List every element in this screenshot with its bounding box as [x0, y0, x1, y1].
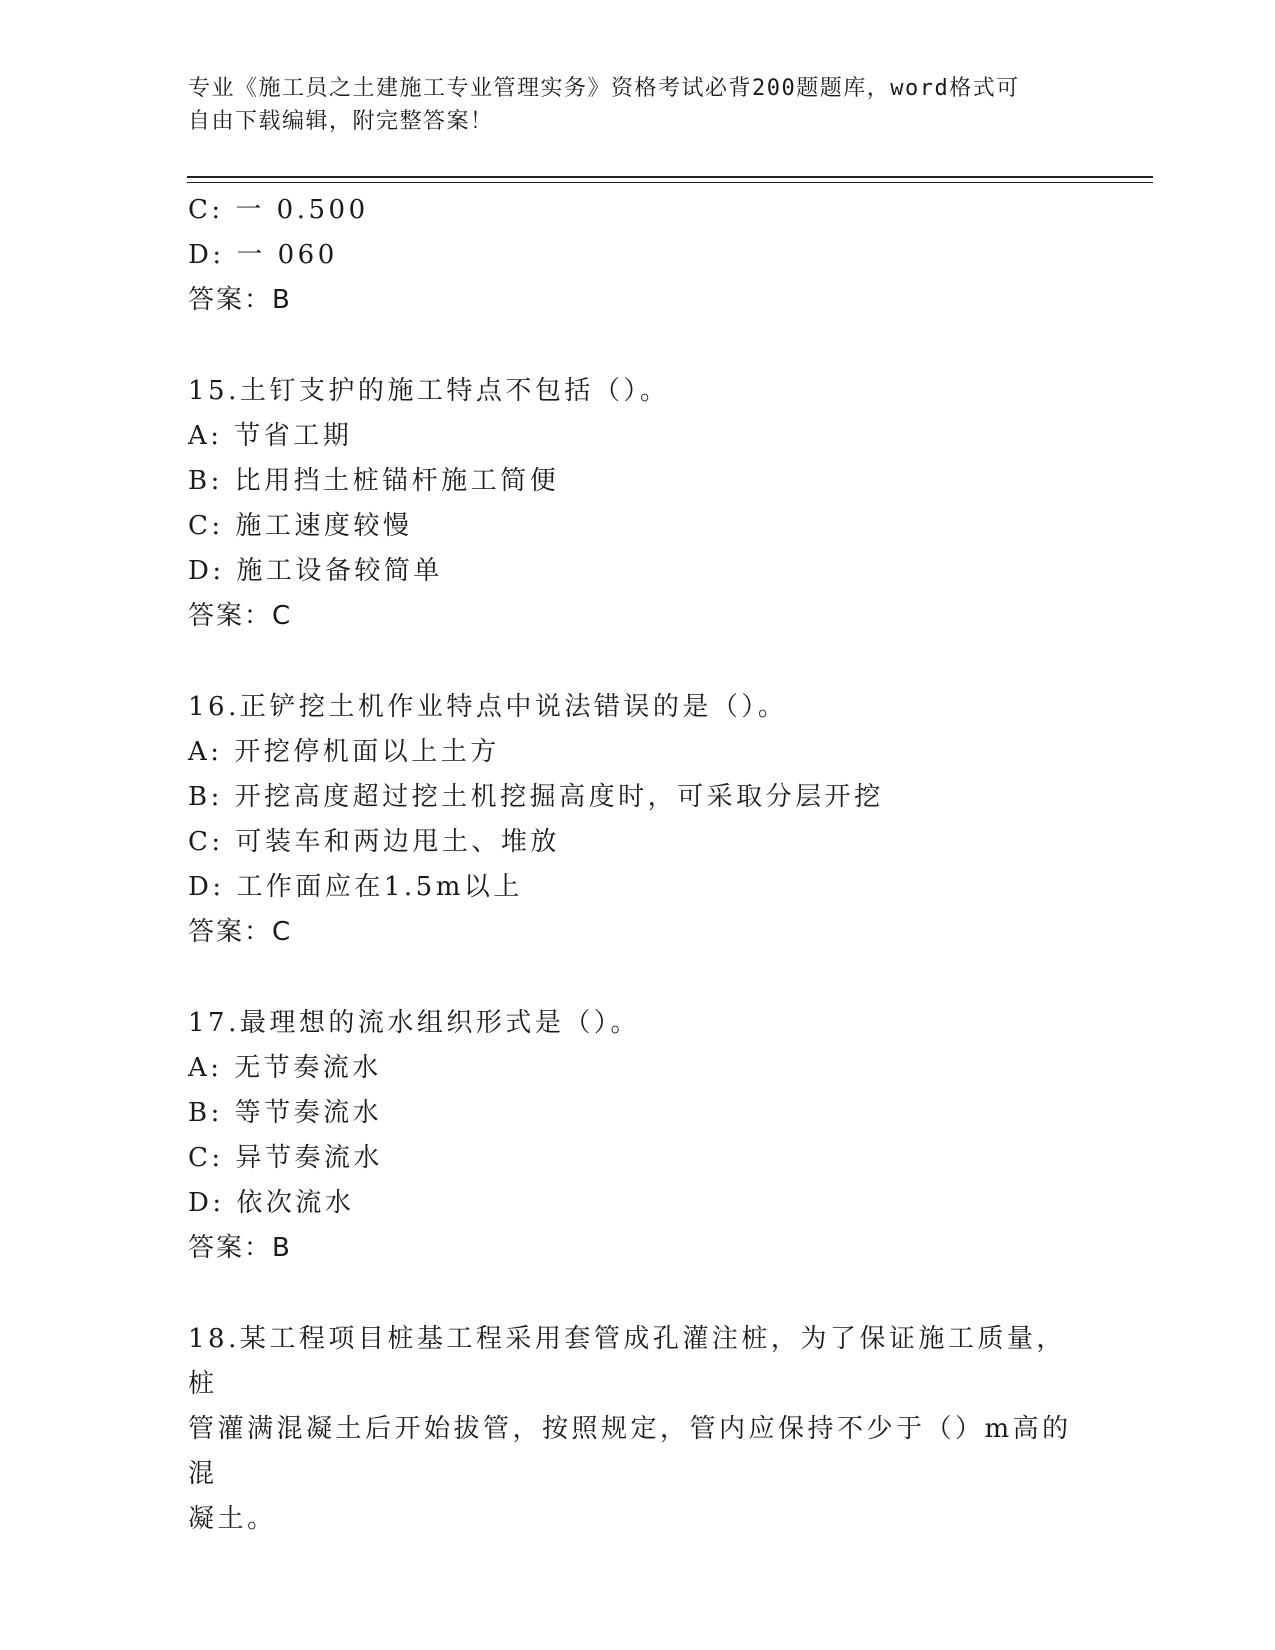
option-c: C: 施工速度较慢 — [188, 511, 413, 541]
option-a: A: 无节奏流水 — [188, 1053, 382, 1083]
question-14-continuation — [188, 188, 1088, 323]
option-d: D: 依次流水 — [188, 1188, 355, 1218]
option-b: B: 等节奏流水 — [188, 1098, 383, 1128]
header-line-1: 专业《施工员之土建施工专业管理实务》资格考试必背200题题库，word格式可 — [188, 76, 1020, 101]
option-d: D: 工作面应在1.5m以上 — [188, 872, 523, 902]
answer: 答案：B — [188, 1233, 292, 1263]
option-c: C: 可装车和两边甩土、堆放 — [188, 827, 560, 857]
option-c: C: 异节奏流水 — [188, 1143, 383, 1173]
answer: 答案：B — [188, 285, 292, 315]
option-a: A: 开挖停机面以上土方 — [188, 737, 500, 767]
option-d: D: 施工设备较简单 — [188, 556, 443, 586]
question-stem-line-3: 凝土。 — [188, 1504, 277, 1534]
header-line-2: 自由下载编辑，附完整答案！ — [188, 109, 494, 134]
answer: 答案：C — [188, 601, 293, 631]
page-header — [188, 72, 1068, 138]
option-b: B: 比用挡土桩锚杆施工简便 — [188, 466, 560, 496]
question-18 — [188, 1317, 1088, 1542]
header-rule-thick — [187, 176, 1153, 178]
question-15 — [188, 369, 1088, 639]
option-d: D: 一 060 — [188, 240, 338, 270]
question-stem-line-2: 管灌满混凝土后开始拔管，按照规定，管内应保持不少于（）m高的混 — [188, 1414, 1072, 1489]
option-b: B: 开挖高度超过挖土机挖掘高度时，可采取分层开挖 — [188, 782, 884, 812]
question-17 — [188, 1001, 1088, 1271]
header-rule-thin — [187, 182, 1153, 183]
question-list — [188, 188, 1088, 1542]
answer: 答案：C — [188, 917, 293, 947]
question-stem: 16.正铲挖土机作业特点中说法错误的是（）。 — [188, 692, 788, 722]
option-a: A: 节省工期 — [188, 421, 353, 451]
question-16 — [188, 685, 1088, 955]
question-stem-line-1: 18.某工程项目桩基工程采用套管成孔灌注桩，为了保证施工质量，桩 — [188, 1324, 1066, 1399]
question-stem: 15.土钉支护的施工特点不包括（）。 — [188, 376, 670, 406]
question-stem: 17.最理想的流水组织形式是（）。 — [188, 1008, 640, 1038]
option-c: C: 一 0.500 — [188, 195, 369, 225]
